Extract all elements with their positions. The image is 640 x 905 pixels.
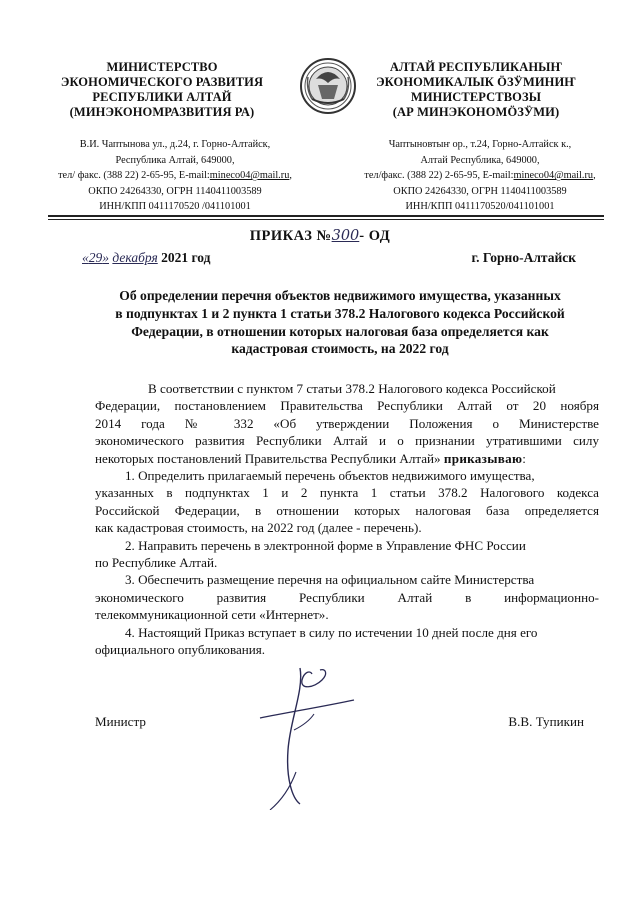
- address-line: Алтай Республика, 649000,: [420, 154, 540, 166]
- preamble-text: некоторых постановлений Правительства Республики Алтай»: [95, 450, 441, 466]
- address-block-altai: [335, 137, 625, 215]
- punctuation: ,: [289, 170, 292, 182]
- okpo-line: ОКПО 24264330, ОГРН 1140411003589: [88, 185, 262, 197]
- address-line: Республика Алтай, 649000,: [115, 154, 235, 166]
- preamble-line: В соответствии с пунктом 7 статьи 378.2 Налогового кодекса Российской: [148, 381, 556, 396]
- altai-emblem-icon: [298, 55, 358, 117]
- item-1-line: как кадастровая стоимость, на 2022 год (далее - перечень).: [95, 520, 422, 536]
- handwritten-signature-icon: [230, 660, 360, 810]
- signatory-name: В.В. Тупикин: [508, 714, 584, 729]
- date-day: 29: [88, 250, 103, 265]
- signatory-position: Министр: [95, 714, 146, 729]
- order-keyword: приказываю: [443, 450, 523, 466]
- order-number: [0, 228, 640, 245]
- title-line: Об определении перечня объектов недвижимого имущества, указанных: [119, 288, 561, 303]
- order-number-handwritten: 300: [331, 228, 360, 244]
- item-4-line: официального опубликования.: [95, 642, 266, 658]
- document-title: [80, 287, 600, 358]
- address-line: Чаптыновтыҥ ор., т.24, Горно-Алтайск к.,: [388, 139, 572, 150]
- email-link[interactable]: mineco04@mail.ru: [513, 170, 594, 182]
- order-suffix: - ОД: [359, 228, 391, 244]
- inn-line: ИНН/КПП 0411170520/041101001: [405, 201, 555, 213]
- ministry-name-line: РЕСПУБЛИКИ АЛТАЙ: [92, 90, 232, 104]
- ministry-name-line: ЭКОНОМИЧЕСКОГО РАЗВИТИЯ: [60, 75, 264, 89]
- item-1-line: указанных в подпунктах 1 и 2 пункта 1 статьи 378.2 Налогового кодекса: [95, 485, 599, 501]
- ministry-name-russian: [42, 60, 282, 120]
- ministry-name-line: АЛТАЙ РЕСПУБЛИКАНЫҤ: [389, 60, 563, 74]
- item-4-line: 4. Настоящий Приказ вступает в силу по истечении 10 дней после дня его: [125, 624, 538, 640]
- punctuation: ,: [593, 170, 596, 182]
- phone-text: тел/ факс. (388 22) 2-65-95, E-mail:: [58, 170, 210, 182]
- date-quote-open: «: [82, 250, 89, 265]
- order-prefix: ПРИКАЗ №: [249, 228, 332, 244]
- document-body: [95, 380, 599, 659]
- phone-text: тел/факс. (388 22) 2-65-95, E-mail:: [364, 170, 514, 182]
- title-line: в подпунктах 1 и 2 пункта 1 статьи 378.2 Налогового кодекса Российской: [115, 305, 565, 321]
- title-line: Федерации, в отношении которых налоговая база определяется как: [131, 323, 549, 339]
- ministry-name-line: ЭКОНОМИКАЛЫК ӦЗӰМИНИҤ: [376, 75, 576, 89]
- preamble-line: 2014 года № 332 «Об утверждении Положения о Министерстве: [95, 415, 599, 431]
- item-1-line: 1. Определить прилагаемый перечень объектов недвижимого имущества,: [125, 468, 535, 484]
- date-month: декабря: [112, 250, 158, 265]
- address-line: [40, 168, 310, 184]
- item-3-line: экономического развития Республики Алтай в информационно-: [95, 589, 599, 605]
- email-link[interactable]: mineco04@mail.ru: [209, 170, 290, 182]
- item-2-line: 2. Направить перечень в электронной форме в Управление ФНС России: [125, 537, 526, 553]
- order-date: [82, 250, 210, 266]
- ministry-name-altai: [356, 60, 596, 120]
- address-block-russian: [40, 137, 310, 215]
- date-quote-close: »: [102, 250, 109, 265]
- ministry-name-line: МИНИСТЕРСТВОЗЫ: [410, 90, 542, 104]
- punctuation: :: [522, 450, 526, 466]
- ministry-name-line: (АР МИНЭКОНОМӦЗӰМИ): [392, 105, 560, 119]
- preamble-line: [95, 450, 599, 467]
- preamble-line: экономического развития Республики Алтай и о признании утратившими силу: [95, 433, 599, 449]
- address-line: [335, 168, 625, 184]
- inn-line: ИНН/КПП 0411170520 /041101001: [99, 201, 251, 213]
- ministry-name-line: (МИНЭКОНОМРАЗВИТИЯ РА): [69, 105, 255, 119]
- address-line: В.И. Чаптынова ул., д.24, г. Горно-Алтайск,: [79, 139, 271, 150]
- item-3-line: 3. Обеспечить размещение перечня на официальном сайте Министерства: [125, 572, 535, 588]
- preamble-line: Федерации, постановлением Правительства Республики Алтай от 20 ноября: [95, 398, 599, 414]
- header-divider: [48, 219, 604, 220]
- item-3-line: телекоммуникационной сети «Интернет».: [95, 607, 329, 623]
- city: г. Горно-Алтайск: [471, 250, 576, 265]
- ministry-name-line: МИНИСТЕРСТВО: [106, 60, 218, 74]
- date-year: 2021 год: [157, 250, 211, 265]
- okpo-line: ОКПО 24264330, ОГРН 1140411003589: [393, 185, 567, 197]
- item-2-line: по Республике Алтай.: [95, 555, 218, 571]
- title-line: кадастровая стоимость, на 2022 год: [231, 341, 449, 357]
- header-divider: [48, 215, 604, 217]
- item-1-line: Российской Федерации, в отношении которых налоговая база определяется: [95, 502, 599, 518]
